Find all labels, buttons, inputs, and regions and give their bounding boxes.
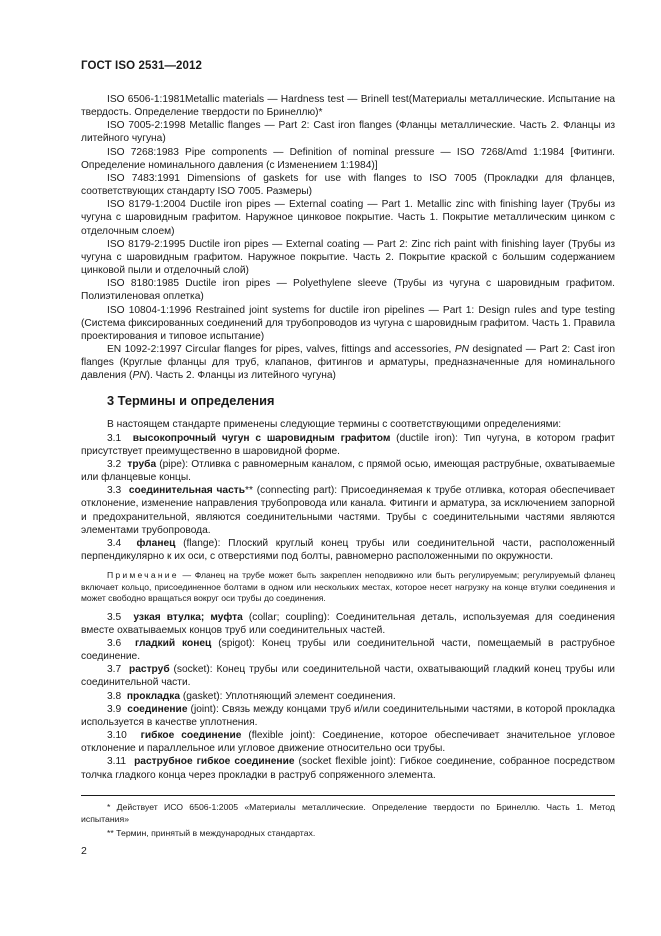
term-item xyxy=(81,729,615,755)
page-body xyxy=(81,93,615,782)
term-item xyxy=(81,484,615,537)
term-number: 3.11 xyxy=(107,756,127,768)
reference-item: ISO 7005-2:1998 Metallic flanges — Part 2: Cast iron flanges (Фланцы металлические. Часть 2. Фланцы из литейного чугуна) xyxy=(81,120,615,145)
page-header: ГОСТ ISO 2531—2012 xyxy=(81,60,203,72)
term-item xyxy=(81,611,615,637)
note-text: — Фланец на трубе может быть закреплен неподвижно или быть регулируемым; регулируемый фланец включает кольцо, присоединенное болтами в одном или нескольких местах, которое несет нагрузку на конце втулки соединения и может свободно вращаться вокруг оси трубы до соединения. xyxy=(81,570,615,604)
term-number: 3.6 xyxy=(107,637,122,649)
term-item xyxy=(81,663,615,689)
term-definition: (spigot): Конец трубы или соединительной части, помещаемый в раструбное соединение. xyxy=(81,637,615,663)
term-item xyxy=(81,755,615,781)
term-definition: (flange): Плоский круглый конец трубы или соединительной части, расположенный перпендикулярно к их оси, с отверстиями под болты, равномерно расположенными по окружности. xyxy=(81,537,615,562)
term-number: 3.10 xyxy=(107,730,127,742)
term-name: соединительная часть xyxy=(128,485,246,497)
ref-text-a: EN 1092-2:1997 Circular flanges for pipes, valves, fittings and accessories, xyxy=(107,343,455,355)
term-name: фланец xyxy=(136,537,176,549)
term-name: раструбное гибкое соединение xyxy=(134,756,295,768)
reference-item: ISO 8180:1985 Ductile iron pipes — Polyethylene sleeve (Трубы из чугуна с шаровидным графитом. Полиэтиленовая оплетка) xyxy=(81,278,615,303)
section-intro: В настоящем стандарте применены следующие термины с соответствующими определениями: xyxy=(107,419,562,431)
term-item xyxy=(81,703,615,729)
term-definition: (collar; coupling): Соединительная деталь, используемая для соединения вместе охватываемых концов труб или соединительных частей. xyxy=(81,611,615,636)
term-definition: (joint): Связь между концами труб и/или соединительными частями, в которой прокладка используется в качестве уплотнения. xyxy=(81,703,615,728)
term-number: 3.5 xyxy=(107,611,122,623)
reference-item: ISO 8179-2:1995 Ductile iron pipes — External coating — Part 2: Zinc rich paint with finishing layer (Трубы из чугуна с шаровидным графитом. Наружное покрытие. Часть 2. Покрытие краской с большим содержанием цинковой пыли и отделочный слой) xyxy=(81,238,615,277)
reference-item: ISO 7268:1983 Pipe components — Definition of nominal pressure — ISO 7268/Amd 1:1984 [Фитинги. Определение номинального давления (с Изменением 1:1984)] xyxy=(81,146,615,171)
ref-text-b: designated — Part 2: Cast iron flanges (Круглые фланцы для труб, клапанов, фитингов и арматуры, предназначенные для номинального давления ( xyxy=(81,343,615,382)
term-definition: (socket): Конец трубы или соединительной части, охватывающий гладкий конец трубы или соединительной части. xyxy=(81,664,615,689)
page-number: 2 xyxy=(81,845,87,857)
term-number: 3.9 xyxy=(107,703,122,715)
term-definition: (flexible joint): Соединение, которое обеспечивает значительное угловое отклонение и параллельное или угловое движение относительно оси трубы. xyxy=(81,730,615,755)
term-name: труба xyxy=(127,458,157,470)
term-definition: ** (connecting part): Присоединяемая к трубе отливка, которая обеспечивает отклонение, изменение направления трубопровода или канала. Фитинги и арматура, за исключением запорной и предохранительной, являются соединительными частями. Трубы с соединительными частями являются элементами трубопровода. xyxy=(81,485,616,536)
term-definition: (socket flexible joint): Гибкое соединение, собранное посредством толчка гладкого конца через прокладки в раструб сопряженного элемента. xyxy=(81,756,615,781)
term-number: 3.7 xyxy=(107,664,122,676)
term-item xyxy=(81,432,615,458)
term-name: гибкое соединение xyxy=(140,730,242,742)
term-number: 3.2 xyxy=(107,458,122,470)
reference-item: ISO 7483:1991 Dimensions of gaskets for use with flanges to ISO 7005 (Прокладки для фланцев, соответствующих стандарту ISO 7005. Размеры) xyxy=(81,172,615,198)
ref-pn-1: PN xyxy=(454,343,470,355)
term-name: прокладка xyxy=(126,690,181,702)
section-title: 3 Термины и определения xyxy=(107,393,275,409)
term-name: высокопрочный чугун с шаровидным графитом xyxy=(132,432,391,444)
note xyxy=(81,570,615,605)
term-item xyxy=(81,537,615,563)
term-number: 3.1 xyxy=(107,432,122,444)
term-number: 3.3 xyxy=(107,485,122,497)
ref-pn-2: PN xyxy=(132,370,147,382)
term-number: 3.8 xyxy=(107,690,122,702)
term-definition: (pipe): Отливка с равномерным каналом, с прямой осью, имеющая раструбные, охватываемые или фланцевые концы. xyxy=(81,458,615,484)
footnotes xyxy=(81,795,615,843)
ref-text-c: ). Часть 2. Фланцы из литейного чугуна) xyxy=(146,370,336,382)
footnote: * Действует ИСО 6506-1:2005 «Материалы металлические. Определение твердости по Бринеллю. Часть 1. Метод испытания» xyxy=(81,802,615,824)
reference-item-en1092 xyxy=(81,343,615,382)
term-number: 3.4 xyxy=(107,537,122,549)
term-name: раструб xyxy=(129,664,170,676)
footnote: ** Термин, принятый в международных стандартах. xyxy=(107,828,316,838)
term-definition: (gasket): Уплотняющий элемент соединения. xyxy=(180,690,396,702)
term-name: гладкий конец xyxy=(134,637,212,649)
term-item xyxy=(81,690,615,703)
term-name: узкая втулка; муфта xyxy=(133,611,243,623)
note-label: Примечание xyxy=(107,570,179,581)
term-item xyxy=(81,637,615,663)
term-item xyxy=(81,458,615,484)
term-definition: (ductile iron): Тип чугуна, в котором графит присутствует преимущественно в шаровидной форме. xyxy=(81,432,615,457)
reference-item: ISO 10804-1:1996 Restrained joint systems for ductile iron pipelines — Part 1: Design rules and type testing (Система фиксированных соединений для трубопроводов из чугуна с шаровидным графитом. Часть 1. Правила проектирования и типовое испытание) xyxy=(81,304,615,342)
reference-item: ISO 6506-1:1981Metallic materials — Hardness test — Brinell test(Материалы металлические. Испытание на твердость. Определение твердости по Бринеллю)* xyxy=(81,94,615,119)
term-name: соединение xyxy=(127,703,188,715)
reference-item: ISO 8179-1:2004 Ductile iron pipes — External coating — Part 1. Metallic zinc with finishing layer (Трубы из чугуна с шаровидным графитом. Наружное цинковое покрытие. Часть 1. Покрытие металлическим цинком с отделочным слоем) xyxy=(81,199,615,237)
